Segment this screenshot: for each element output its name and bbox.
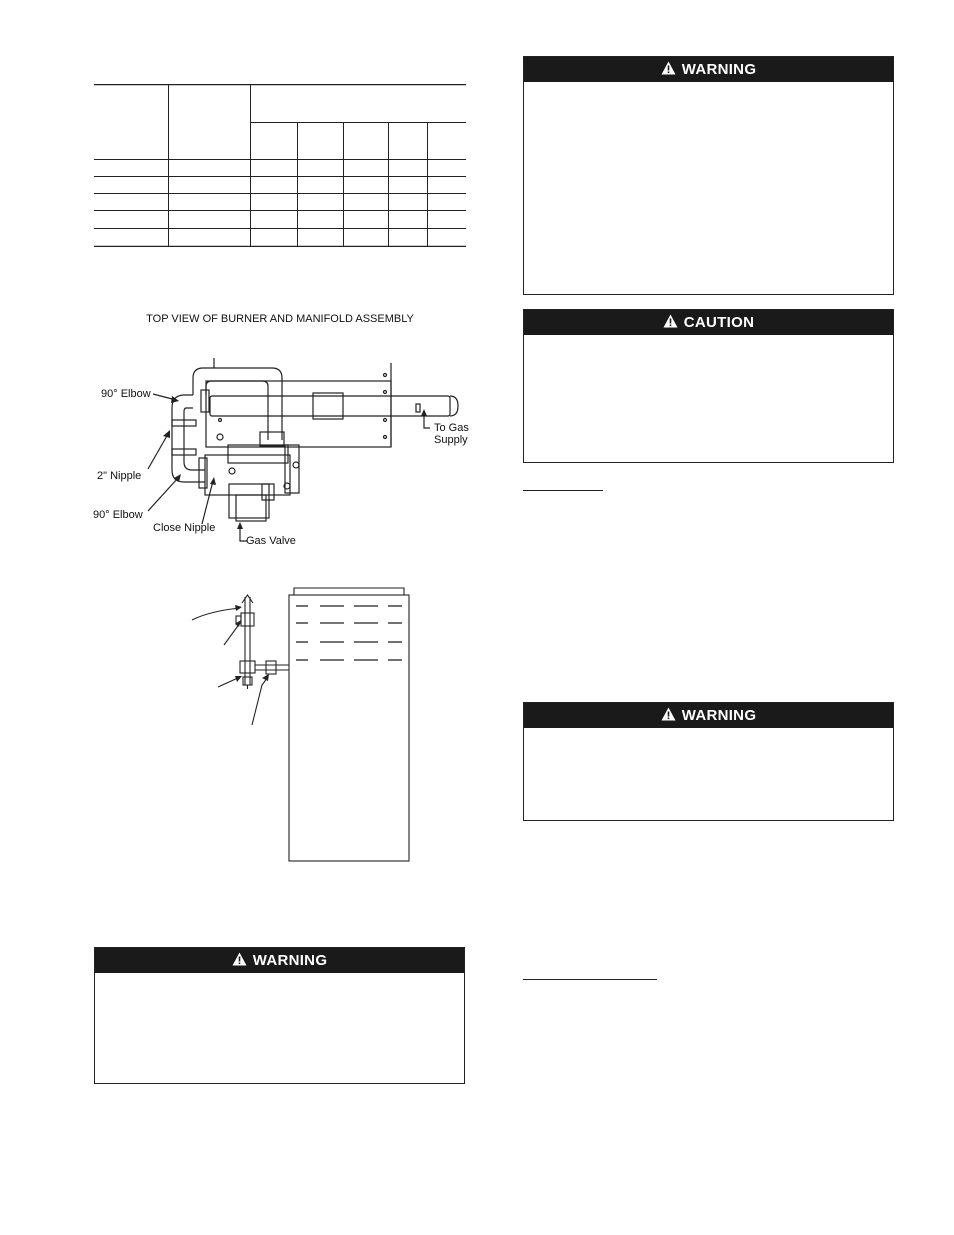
warning-triangle-icon (661, 707, 676, 721)
label-supply: Supply (434, 434, 468, 446)
label-90-elbow-top: 90° Elbow (101, 388, 151, 400)
warning-box-3 (94, 947, 465, 1084)
label-gas-valve: Gas Valve (246, 535, 296, 547)
label-close-nipple: Close Nipple (153, 522, 216, 534)
warning-box-1 (523, 56, 894, 295)
furnace-piping-diagram (180, 585, 420, 870)
section-heading-underline-2 (523, 979, 657, 980)
label-to-gas: To Gas (434, 422, 469, 434)
label-2-inch-nipple: 2" Nipple (97, 470, 142, 482)
section-heading-underline-1 (523, 490, 603, 491)
caution-header (524, 310, 893, 335)
warning-triangle-icon (661, 61, 676, 75)
warning-header-3 (95, 948, 464, 973)
caution-box (523, 309, 894, 463)
warning-header-2 (524, 703, 893, 728)
figure-title: TOP VIEW OF BURNER AND MANIFOLD ASSEMBLY (146, 313, 414, 325)
caution-triangle-icon (663, 314, 678, 328)
warning-title-1: WARNING (681, 61, 757, 78)
warning-header-1 (524, 57, 893, 82)
warning-title-3: WARNING (252, 952, 328, 969)
warning-box-2 (523, 702, 894, 821)
caution-title: CAUTION (683, 314, 755, 331)
warning-title-2: WARNING (681, 707, 757, 724)
label-90-elbow-bottom: 90° Elbow (93, 509, 143, 521)
warning-triangle-icon (232, 952, 247, 966)
